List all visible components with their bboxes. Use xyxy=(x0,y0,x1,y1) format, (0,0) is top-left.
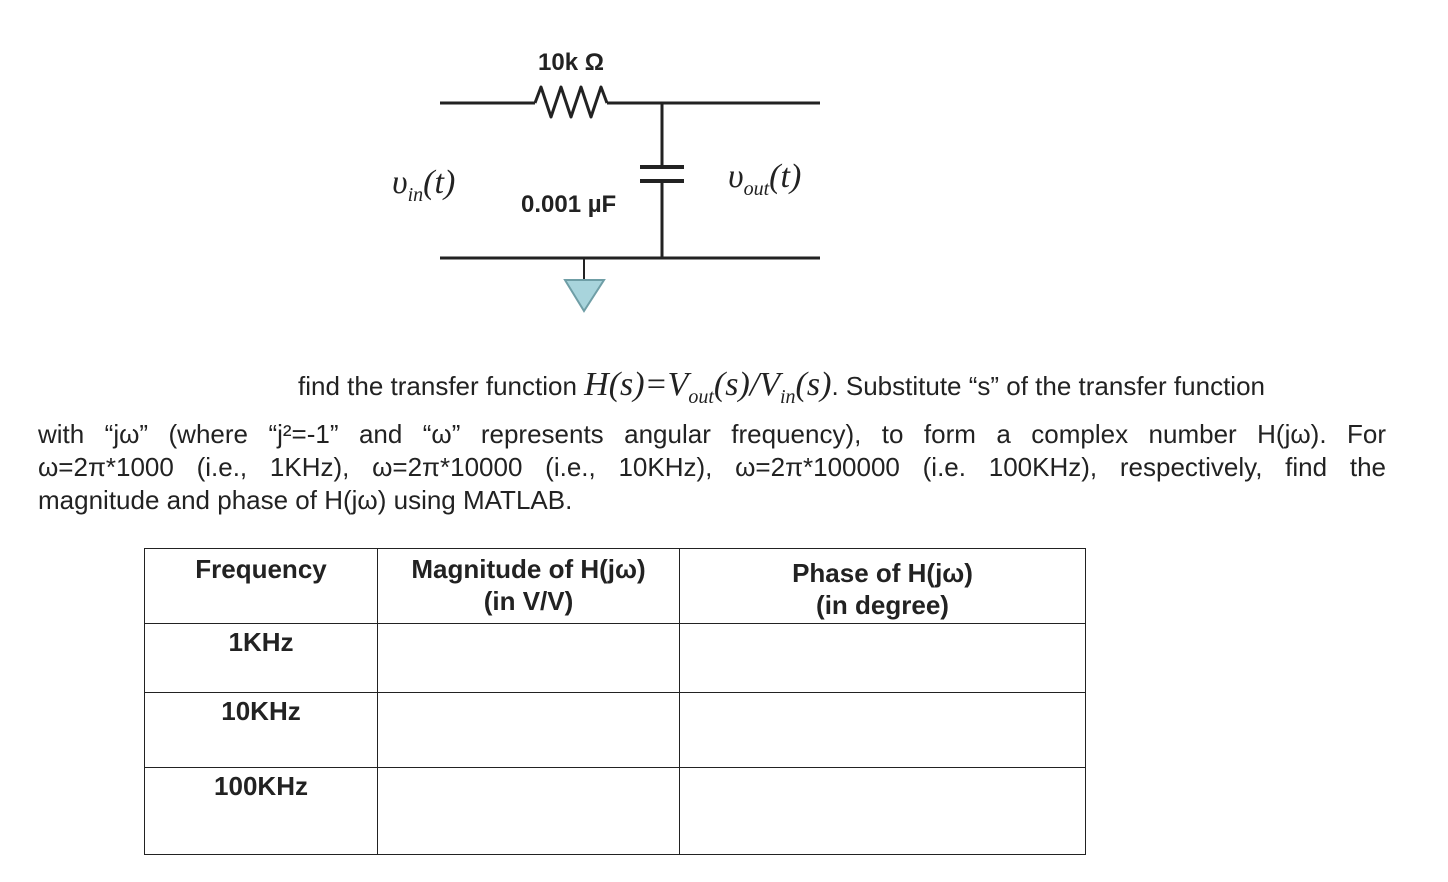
table-row xyxy=(145,624,1086,693)
vin-label: $\upsilon_{in}(t)$ xyxy=(392,164,456,206)
magnitude-cell[interactable] xyxy=(378,624,680,693)
vout-label: $\upsilon_{out}(t)$ xyxy=(728,158,802,200)
capacitor-label: 0.001 µF xyxy=(521,191,617,218)
table-row xyxy=(145,768,1086,855)
header-magnitude: Magnitude of H(jω) (in V/V) xyxy=(378,549,680,624)
results-table xyxy=(144,548,1086,855)
phase-cell[interactable] xyxy=(680,768,1086,855)
resistor-symbol xyxy=(535,87,607,117)
instruction-line-2: with “jω” (where “j²=-1” and “ω” represents angular frequency), to form a complex number H(jω). For xyxy=(38,419,1386,449)
table-header-row xyxy=(145,549,1086,624)
frequency-cell: 100KHz xyxy=(145,768,378,855)
rc-circuit-diagram xyxy=(0,0,1448,330)
transfer-function-expr: $H(s)=V_{out}(s)/V_{in}(s)$ xyxy=(584,366,832,408)
header-phase: Phase of H(jω) (in degree) xyxy=(680,549,1086,624)
magnitude-cell[interactable] xyxy=(378,693,680,768)
instruction-substitute: . Substitute “s” of the transfer function xyxy=(831,371,1265,401)
phase-cell[interactable] xyxy=(680,693,1086,768)
transfer-function-instruction xyxy=(298,366,1398,412)
instruction-line-3: ω=2π*1000 (i.e., 1KHz), ω=2π*10000 (i.e., 10KHz), ω=2π*100000 (i.e. 100KHz), respectively, find the xyxy=(38,452,1386,482)
table-row xyxy=(145,693,1086,768)
ground-icon xyxy=(565,280,604,311)
magnitude-cell[interactable] xyxy=(378,768,680,855)
phase-cell[interactable] xyxy=(680,624,1086,693)
frequency-cell: 1KHz xyxy=(145,624,378,693)
resistor-label: 10k Ω xyxy=(538,49,604,76)
instruction-paragraph xyxy=(38,418,1386,517)
frequency-cell: 10KHz xyxy=(145,693,378,768)
instruction-intro: find the transfer function xyxy=(298,371,585,401)
header-frequency: Frequency xyxy=(145,549,378,624)
instruction-line-4: magnitude and phase of H(jω) using MATLAB. xyxy=(38,485,573,515)
